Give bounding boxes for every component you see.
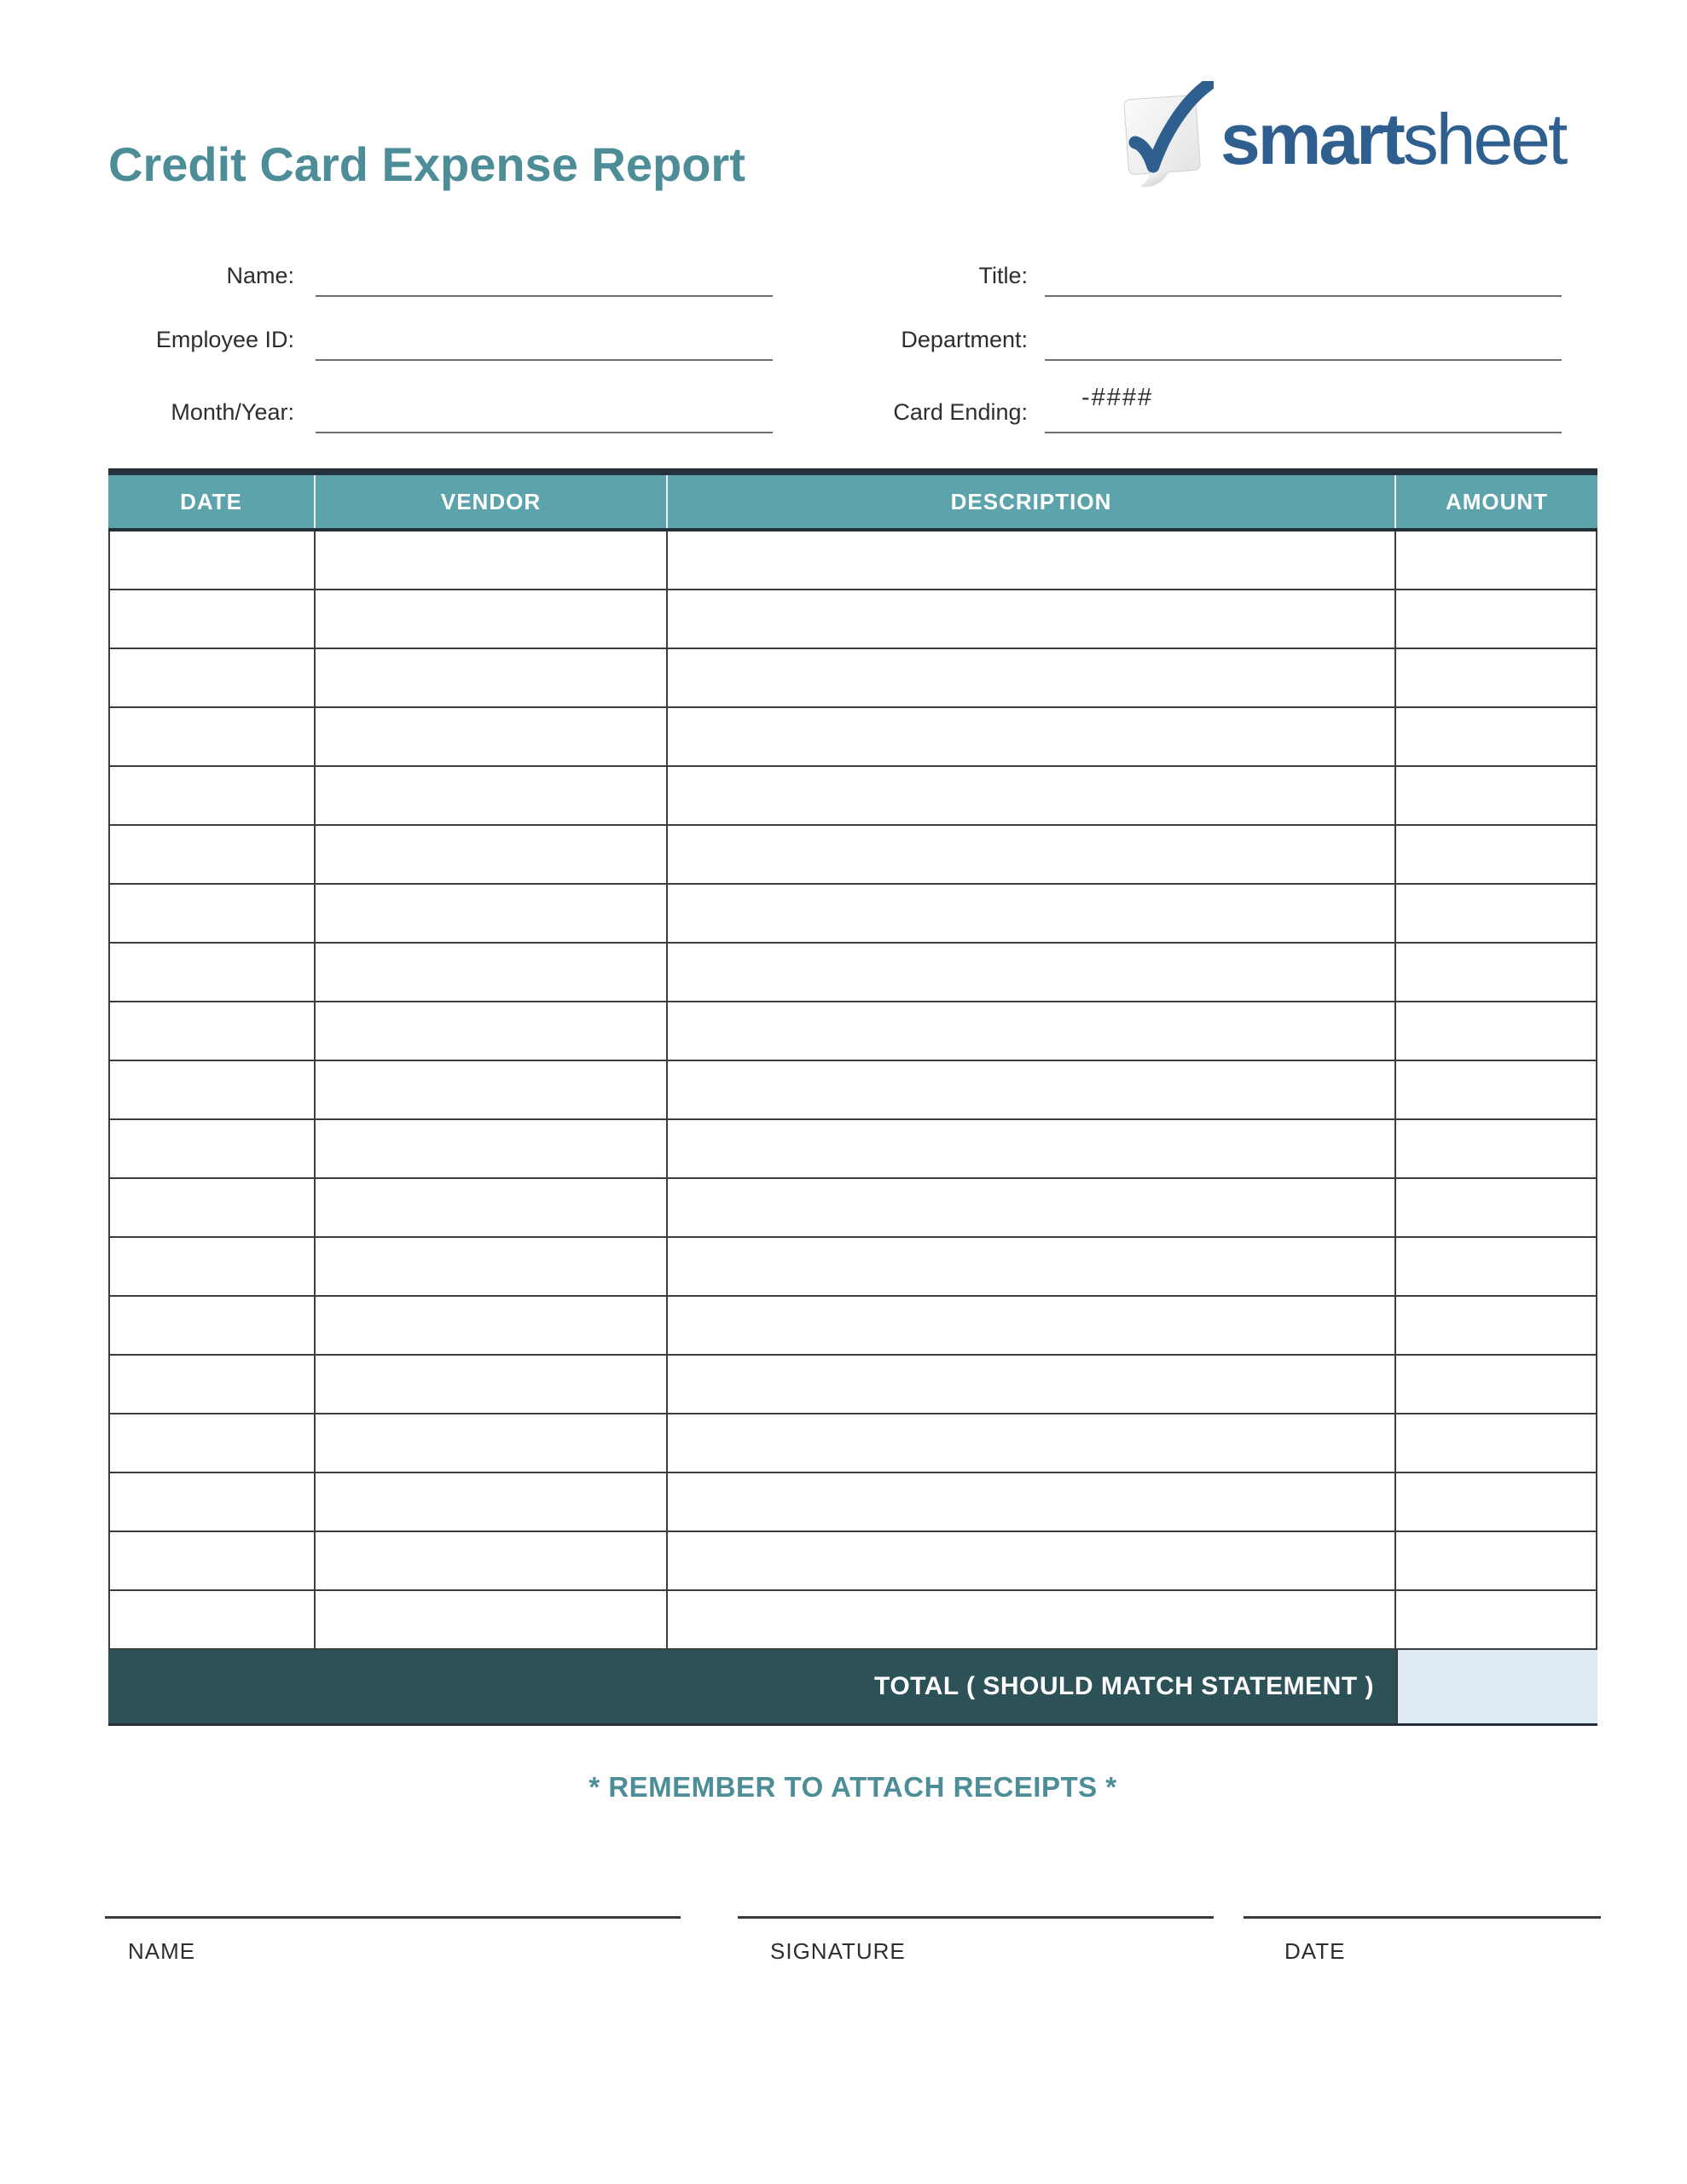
table-row — [110, 1002, 1596, 1061]
table-cell-date[interactable] — [110, 944, 316, 1001]
table-cell-vendor[interactable] — [316, 1002, 668, 1060]
table-cell-vendor[interactable] — [316, 649, 668, 706]
table-cell-date[interactable] — [110, 1297, 316, 1354]
table-cell-vendor[interactable] — [316, 826, 668, 883]
table-cell-description[interactable] — [668, 590, 1396, 648]
table-row — [110, 1473, 1596, 1532]
table-cell-date[interactable] — [110, 885, 316, 942]
table-top-border — [108, 468, 1597, 475]
table-row — [110, 767, 1596, 826]
table-cell-description[interactable] — [668, 767, 1396, 824]
table-row — [110, 826, 1596, 885]
table-row — [110, 1179, 1596, 1238]
employee-id-field[interactable] — [316, 359, 773, 361]
column-header-description: DESCRIPTION — [668, 475, 1396, 528]
signature-name-line[interactable] — [105, 1916, 681, 1919]
table-cell-description[interactable] — [668, 1061, 1396, 1118]
table-cell-amount[interactable] — [1396, 1238, 1596, 1295]
table-cell-amount[interactable] — [1396, 885, 1596, 942]
smartsheet-logo-text — [1220, 99, 1566, 179]
table-cell-description[interactable] — [668, 826, 1396, 883]
table-row — [110, 1061, 1596, 1120]
name-field[interactable] — [316, 295, 773, 297]
logo-text-sheet: sheet — [1402, 99, 1566, 179]
table-cell-date[interactable] — [110, 1120, 316, 1177]
table-body — [108, 531, 1597, 1650]
table-cell-date[interactable] — [110, 767, 316, 824]
table-cell-amount[interactable] — [1396, 1120, 1596, 1177]
table-cell-amount[interactable] — [1396, 1061, 1596, 1118]
table-cell-amount[interactable] — [1396, 1591, 1596, 1648]
employee-id-label: Employee ID: — [155, 327, 294, 352]
column-header-vendor: VENDOR — [316, 475, 668, 528]
table-cell-amount[interactable] — [1396, 531, 1596, 589]
table-cell-date[interactable] — [110, 826, 316, 883]
table-row — [110, 1532, 1596, 1591]
signature-name-label: NAME — [128, 1938, 196, 1964]
expense-table — [108, 468, 1597, 1726]
department-field[interactable] — [1045, 359, 1562, 361]
card-ending-label: Card Ending: — [893, 399, 1028, 425]
title-label: Title: — [978, 263, 1028, 288]
table-cell-vendor[interactable] — [316, 1297, 668, 1354]
table-cell-date[interactable] — [110, 1591, 316, 1648]
table-cell-description[interactable] — [668, 1297, 1396, 1354]
table-cell-description[interactable] — [668, 1414, 1396, 1472]
month-year-field[interactable] — [316, 432, 773, 433]
total-label: TOTAL ( SHOULD MATCH STATEMENT ) — [108, 1650, 1396, 1723]
signature-signature-line[interactable] — [738, 1916, 1214, 1919]
smartsheet-logo — [1113, 81, 1565, 197]
table-cell-vendor[interactable] — [316, 1120, 668, 1177]
table-cell-amount[interactable] — [1396, 1532, 1596, 1589]
table-cell-date[interactable] — [110, 1532, 316, 1589]
department-label: Department: — [901, 327, 1028, 352]
logo-text-smart: smart — [1220, 99, 1403, 179]
checkmark-page-icon — [1113, 81, 1214, 197]
card-ending-hint: -#### — [1081, 384, 1154, 411]
page-title: Credit Card Expense Report — [108, 137, 745, 191]
table-cell-vendor[interactable] — [316, 1591, 668, 1648]
column-header-date: DATE — [108, 475, 316, 528]
table-row — [110, 1414, 1596, 1473]
table-cell-vendor[interactable] — [316, 885, 668, 942]
table-row — [110, 885, 1596, 944]
table-cell-description[interactable] — [668, 1238, 1396, 1295]
table-cell-amount[interactable] — [1396, 944, 1596, 1001]
total-amount-cell[interactable] — [1396, 1650, 1597, 1723]
table-cell-amount[interactable] — [1396, 767, 1596, 824]
table-row — [110, 590, 1596, 649]
table-cell-date[interactable] — [110, 531, 316, 589]
table-cell-amount[interactable] — [1396, 1179, 1596, 1236]
table-bottom-border — [108, 1723, 1597, 1726]
table-cell-description[interactable] — [668, 708, 1396, 765]
table-cell-date[interactable] — [110, 1473, 316, 1531]
table-cell-amount[interactable] — [1396, 1473, 1596, 1531]
table-cell-amount[interactable] — [1396, 1297, 1596, 1354]
table-cell-amount[interactable] — [1396, 649, 1596, 706]
table-cell-amount[interactable] — [1396, 1002, 1596, 1060]
table-cell-date[interactable] — [110, 1179, 316, 1236]
table-cell-amount[interactable] — [1396, 826, 1596, 883]
card-ending-field[interactable] — [1045, 432, 1562, 433]
table-cell-description[interactable] — [668, 1002, 1396, 1060]
table-cell-date[interactable] — [110, 1356, 316, 1413]
table-cell-description[interactable] — [668, 1356, 1396, 1413]
table-row — [110, 1238, 1596, 1297]
table-cell-description[interactable] — [668, 649, 1396, 706]
signature-date-line[interactable] — [1244, 1916, 1601, 1919]
table-row — [110, 1356, 1596, 1414]
table-cell-vendor[interactable] — [316, 944, 668, 1001]
table-cell-description[interactable] — [668, 1473, 1396, 1531]
table-cell-description[interactable] — [668, 1591, 1396, 1648]
table-cell-date[interactable] — [110, 590, 316, 648]
table-cell-date[interactable] — [110, 1061, 316, 1118]
table-cell-date[interactable] — [110, 1002, 316, 1060]
table-row — [110, 708, 1596, 767]
table-cell-vendor[interactable] — [316, 1532, 668, 1589]
table-cell-vendor[interactable] — [316, 531, 668, 589]
table-row — [110, 1120, 1596, 1179]
table-cell-amount[interactable] — [1396, 708, 1596, 765]
table-cell-amount[interactable] — [1396, 590, 1596, 648]
table-row — [110, 1297, 1596, 1356]
table-cell-amount[interactable] — [1396, 1414, 1596, 1472]
table-cell-description[interactable] — [668, 944, 1396, 1001]
table-cell-vendor[interactable] — [316, 1179, 668, 1236]
table-cell-date[interactable] — [110, 708, 316, 765]
table-cell-description[interactable] — [668, 1179, 1396, 1236]
receipts-note: * REMEMBER TO ATTACH RECEIPTS * — [588, 1771, 1117, 1803]
table-header-row — [108, 475, 1597, 528]
table-cell-description[interactable] — [668, 885, 1396, 942]
table-cell-date[interactable] — [110, 1414, 316, 1472]
table-cell-vendor[interactable] — [316, 708, 668, 765]
table-row — [110, 1591, 1596, 1650]
name-label: Name: — [226, 263, 294, 288]
table-cell-vendor[interactable] — [316, 767, 668, 824]
table-cell-description[interactable] — [668, 1532, 1396, 1589]
table-cell-vendor[interactable] — [316, 1473, 668, 1531]
table-cell-date[interactable] — [110, 1238, 316, 1295]
table-cell-vendor[interactable] — [316, 1356, 668, 1413]
signature-signature-label: SIGNATURE — [770, 1938, 906, 1964]
table-cell-date[interactable] — [110, 649, 316, 706]
table-cell-vendor[interactable] — [316, 1061, 668, 1118]
table-total-row — [108, 1650, 1597, 1723]
column-header-amount: AMOUNT — [1445, 488, 1549, 514]
table-cell-description[interactable] — [668, 531, 1396, 589]
table-cell-vendor[interactable] — [316, 1414, 668, 1472]
title-field[interactable] — [1045, 295, 1562, 297]
table-cell-amount[interactable] — [1396, 1356, 1596, 1413]
table-row — [110, 531, 1596, 590]
table-cell-description[interactable] — [668, 1120, 1396, 1177]
table-row — [110, 944, 1596, 1002]
table-cell-vendor[interactable] — [316, 590, 668, 648]
month-year-label: Month/Year: — [171, 399, 294, 425]
table-cell-vendor[interactable] — [316, 1238, 668, 1295]
signature-date-label: DATE — [1284, 1938, 1346, 1964]
table-row — [110, 649, 1596, 708]
